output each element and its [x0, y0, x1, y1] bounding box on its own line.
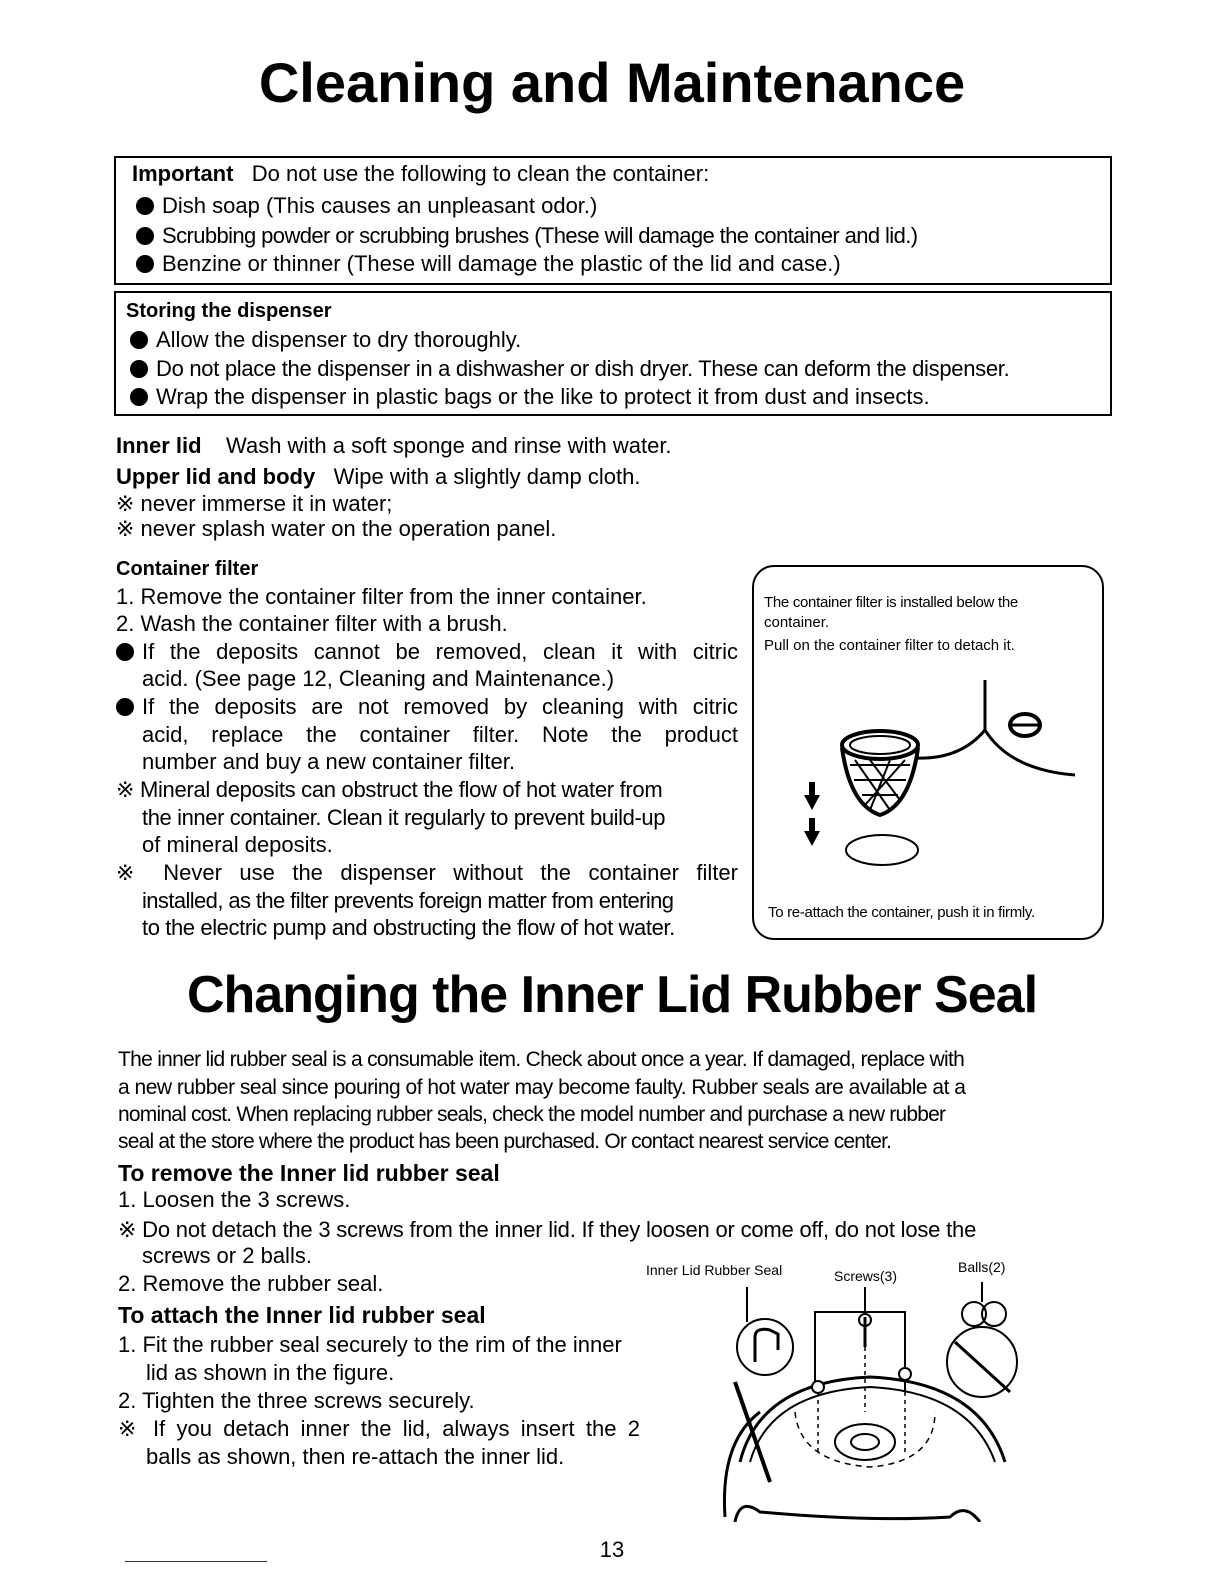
inner-lid-illustration — [720, 1282, 1050, 1522]
figure-caption-bottom: To re-attach the container, push it in firmly. — [768, 904, 1035, 921]
bullet-icon — [116, 643, 134, 661]
inner-lid-line — [116, 432, 672, 460]
figure-caption: Pull on the container filter to detach it. — [764, 637, 1015, 654]
storing-item-text: Do not place the dispenser in a dishwasher or dish dryer. These can deform the dispenser. — [156, 356, 1010, 381]
important-item-text: Scrubbing powder or scrubbing brushes (These will damage the container and lid.) — [162, 223, 918, 248]
remove-line: screws or 2 balls. — [142, 1243, 312, 1268]
page-number: 13 — [599, 1537, 625, 1562]
filter-line — [116, 693, 738, 721]
section-title: Changing the Inner Lid Rubber Seal — [186, 966, 1038, 1024]
bullet-icon — [136, 255, 154, 273]
important-item — [136, 250, 841, 278]
storing-label: Storing the dispenser — [126, 300, 332, 322]
attach-heading: To attach the Inner lid rubber seal — [118, 1302, 486, 1328]
important-item — [136, 222, 917, 250]
attach-line: ※ If you detach inner the lid, always insert the 2 — [118, 1416, 640, 1441]
upper-lid-line — [116, 463, 640, 491]
important-label: Important — [132, 161, 234, 186]
remove-line: ※ Do not detach the 3 screws from the inner lid. If they loosen or come off, do not lose the — [118, 1217, 977, 1242]
bullet-icon — [130, 360, 148, 378]
seal-intro-line: seal at the store where the product has been purchased. Or contact nearest service center. — [118, 1130, 892, 1153]
important-intro — [132, 160, 709, 188]
filter-line: ※ Mineral deposits can obstruct the flow of hot water from — [116, 777, 663, 802]
bullet-icon — [130, 388, 148, 406]
remove-heading: To remove the Inner lid rubber seal — [118, 1160, 500, 1186]
filter-line: acid, replace the container filter. Note the product — [142, 722, 738, 747]
bullet-icon — [130, 331, 148, 349]
attach-line: 2. Tighten the three screws securely. — [118, 1388, 475, 1413]
important-item-text: Benzine or thinner (These will damage the plastic of the lid and case.) — [162, 251, 841, 276]
storing-item — [130, 326, 521, 354]
filter-line: ※ Never use the dispenser without the container filter — [116, 860, 738, 885]
filter-line: the inner container. Clean it regularly to prevent build-up — [142, 805, 666, 830]
storing-item-text: Allow the dispenser to dry thoroughly. — [156, 327, 522, 352]
seal-intro-line: a new rubber seal since pouring of hot water may become faulty. Rubber seals are available at a — [118, 1076, 966, 1099]
filter-line: of mineral deposits. — [142, 832, 333, 857]
footer-rule — [125, 1561, 267, 1562]
filter-line: number and buy a new container filter. — [142, 749, 516, 774]
figure-label-balls: Balls(2) — [958, 1259, 1006, 1275]
upper-lid-text: Wipe with a slightly damp cloth. — [333, 464, 641, 489]
storing-item-text: Wrap the dispenser in plastic bags or the like to protect it from dust and insects. — [156, 384, 930, 409]
filter-line — [116, 638, 738, 666]
attach-line: balls as shown, then re-attach the inner lid. — [146, 1444, 565, 1469]
bullet-icon — [136, 227, 154, 245]
filter-line: acid. (See page 12, Cleaning and Maintenance.) — [142, 666, 615, 691]
bullet-icon — [136, 197, 154, 215]
inner-lid-label: Inner lid — [116, 433, 202, 458]
seal-intro-line: nominal cost. When replacing rubber seals, check the model number and purchase a new rubber — [118, 1103, 946, 1126]
remove-line: 1. Loosen the 3 screws. — [118, 1187, 351, 1212]
filter-illustration — [770, 670, 1090, 890]
important-intro-text: Do not use the following to clean the container: — [251, 161, 710, 186]
filter-line: 1. Remove the container filter from the inner container. — [116, 584, 647, 609]
figure-label-seal: Inner Lid Rubber Seal — [646, 1262, 783, 1278]
page-title: Cleaning and Maintenance — [258, 51, 966, 114]
storing-item — [130, 383, 930, 411]
attach-line: 1. Fit the rubber seal securely to the rim of the inner — [118, 1332, 622, 1357]
attach-line: lid as shown in the figure. — [146, 1360, 395, 1385]
important-item — [136, 192, 597, 220]
filter-line: to the electric pump and obstructing the flow of hot water. — [142, 915, 675, 940]
figure-label-screws: Screws(3) — [834, 1268, 898, 1284]
filter-line-text: If the deposits cannot be removed, clean it with citric — [142, 639, 738, 664]
important-item-text: Dish soap (This causes an unpleasant odor.) — [162, 193, 598, 218]
filter-line-text: If the deposits are not removed by cleaning with citric — [142, 694, 738, 719]
filter-line: installed, as the filter prevents foreign matter from entering — [142, 888, 674, 913]
note: ※ never immerse it in water; — [116, 491, 393, 516]
figure-caption: container. — [764, 614, 830, 631]
storing-item — [130, 355, 1009, 383]
remove-line: 2. Remove the rubber seal. — [118, 1271, 384, 1296]
container-filter-label: Container filter — [116, 558, 259, 580]
upper-lid-label: Upper lid and body — [116, 464, 316, 489]
bullet-icon — [116, 698, 134, 716]
inner-lid-text: Wash with a soft sponge and rinse with water. — [226, 433, 672, 458]
note: ※ never splash water on the operation panel. — [116, 516, 557, 541]
filter-line: 2. Wash the container filter with a brush. — [116, 611, 508, 636]
figure-caption: The container filter is installed below the — [764, 594, 1018, 611]
seal-intro-line: The inner lid rubber seal is a consumable item. Check about once a year. If damaged, replace with — [118, 1048, 965, 1071]
